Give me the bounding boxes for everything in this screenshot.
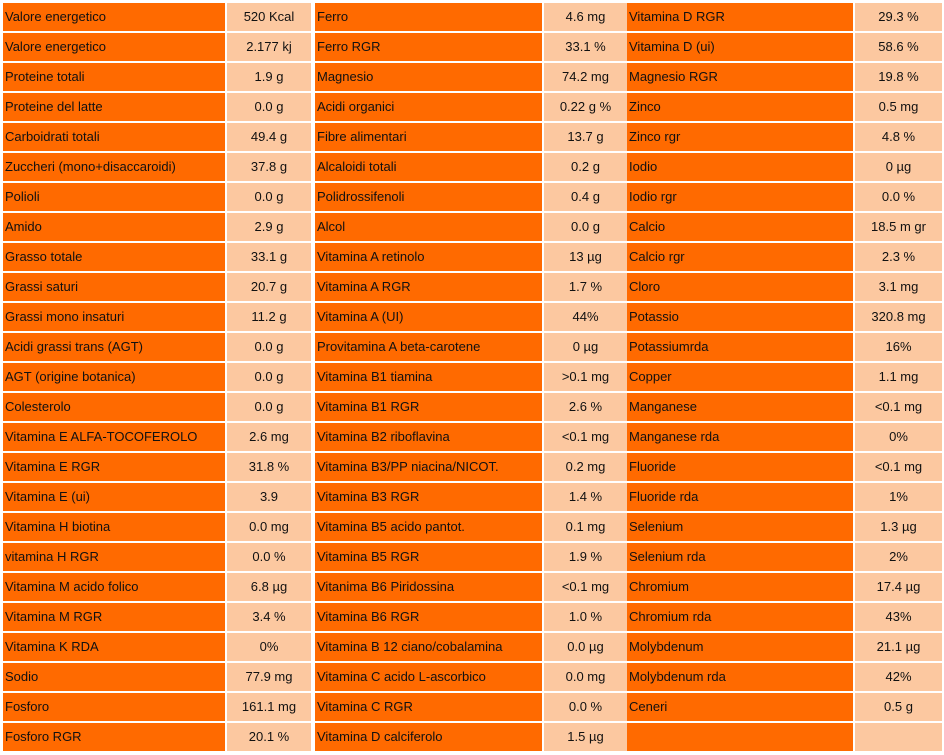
nutrient-value: 42% [855, 663, 942, 691]
table-row [627, 483, 942, 511]
nutrient-value: 1% [855, 483, 942, 511]
table-row [3, 363, 311, 391]
nutrient-value: 31.8 % [227, 453, 311, 481]
nutrient-label: Cloro [627, 273, 853, 301]
nutrient-value: 44% [544, 303, 627, 331]
nutrient-value: 13.7 g [544, 123, 627, 151]
nutrient-label: Zinco [627, 93, 853, 121]
nutrient-value: 0.5 g [855, 693, 942, 721]
table-row [315, 333, 627, 361]
table-row [627, 333, 942, 361]
table-row [627, 363, 942, 391]
nutrient-value: 0.0 mg [544, 663, 627, 691]
table-row [627, 453, 942, 481]
table-row [627, 573, 942, 601]
nutrient-label: Colesterolo [3, 393, 225, 421]
nutrient-value: 0% [227, 633, 311, 661]
nutrient-value: 0.0 g [227, 183, 311, 211]
nutrient-value: 0.5 mg [855, 93, 942, 121]
nutrient-value: 1.9 % [544, 543, 627, 571]
table-row [627, 213, 942, 241]
nutrient-value: 0.2 g [544, 153, 627, 181]
nutrient-value: 11.2 g [227, 303, 311, 331]
nutrition-column-3 [627, 3, 942, 753]
nutrient-label: Vitamina B3/PP niacina/NICOT. [315, 453, 542, 481]
table-row [627, 123, 942, 151]
table-row [627, 393, 942, 421]
nutrient-label: Vitamina E ALFA-TOCOFEROLO [3, 423, 225, 451]
table-row [315, 513, 627, 541]
table-row [3, 273, 311, 301]
table-row [627, 3, 942, 31]
nutrient-label: Fibre alimentari [315, 123, 542, 151]
table-row [627, 63, 942, 91]
nutrient-label: Ceneri [627, 693, 853, 721]
nutrient-label: vitamina H RGR [3, 543, 225, 571]
table-row [315, 303, 627, 331]
table-row [3, 513, 311, 541]
nutrient-label: Ferro [315, 3, 542, 31]
nutrient-label: Manganese rda [627, 423, 853, 451]
table-row [315, 573, 627, 601]
table-row [315, 243, 627, 271]
nutrient-label: Vitamina E (ui) [3, 483, 225, 511]
table-row [3, 393, 311, 421]
nutrient-value: 2% [855, 543, 942, 571]
table-row [315, 603, 627, 631]
nutrient-label: Fluoride rda [627, 483, 853, 511]
table-row [3, 183, 311, 211]
table-row [627, 303, 942, 331]
nutrient-value: 0.0 µg [544, 633, 627, 661]
nutrient-value: 0.0 g [227, 393, 311, 421]
table-row [627, 423, 942, 451]
nutrient-label: Vitamina D (ui) [627, 33, 853, 61]
nutrient-value: 4.8 % [855, 123, 942, 151]
table-row [315, 393, 627, 421]
nutrient-label: Vitamina H biotina [3, 513, 225, 541]
nutrient-label: Vitamina A RGR [315, 273, 542, 301]
table-row [627, 33, 942, 61]
table-row [315, 123, 627, 151]
nutrient-label: Molybdenum [627, 633, 853, 661]
nutrient-value: 3.9 [227, 483, 311, 511]
nutrient-label: Acidi grassi trans (AGT) [3, 333, 225, 361]
nutrient-label: Chromium [627, 573, 853, 601]
nutrient-label: Acidi organici [315, 93, 542, 121]
table-row [3, 423, 311, 451]
nutrient-label: Vitamina C RGR [315, 693, 542, 721]
nutrient-value: 2.6 % [544, 393, 627, 421]
nutrient-value: 20.7 g [227, 273, 311, 301]
table-row [3, 243, 311, 271]
table-row [315, 63, 627, 91]
nutrient-label: Vitamina A (UI) [315, 303, 542, 331]
nutrient-value: 4.6 mg [544, 3, 627, 31]
nutrient-value [855, 723, 942, 751]
nutrient-value: 520 Kcal [227, 3, 311, 31]
nutrient-label: Vitamina B6 RGR [315, 603, 542, 631]
nutrient-value: 2.6 mg [227, 423, 311, 451]
table-row [3, 213, 311, 241]
table-row [627, 543, 942, 571]
nutrient-value: 13 µg [544, 243, 627, 271]
nutrient-value: 0.0 % [544, 693, 627, 721]
nutrient-value: 1.7 % [544, 273, 627, 301]
table-row [3, 693, 311, 721]
nutrient-value: 18.5 m gr [855, 213, 942, 241]
table-row [315, 33, 627, 61]
nutrient-label: Valore energetico [3, 3, 225, 31]
table-row [627, 93, 942, 121]
nutrient-value: >0.1 mg [544, 363, 627, 391]
nutrient-label: Vitamina B5 RGR [315, 543, 542, 571]
table-row [3, 333, 311, 361]
nutrient-label: Grassi mono insaturi [3, 303, 225, 331]
table-row [627, 723, 942, 751]
table-row [3, 33, 311, 61]
table-row [627, 243, 942, 271]
nutrient-value: 37.8 g [227, 153, 311, 181]
nutrient-label: Copper [627, 363, 853, 391]
table-row [3, 63, 311, 91]
nutrient-label: Vitamina E RGR [3, 453, 225, 481]
table-row [3, 123, 311, 151]
nutrient-value: 20.1 % [227, 723, 311, 751]
nutrient-label: Magnesio RGR [627, 63, 853, 91]
table-row [627, 513, 942, 541]
table-row [3, 573, 311, 601]
table-row [315, 723, 627, 751]
table-row [3, 603, 311, 631]
table-row [315, 213, 627, 241]
nutrient-value: 29.3 % [855, 3, 942, 31]
nutrient-value: 0.0 g [227, 93, 311, 121]
nutrient-label: Vitamina B1 RGR [315, 393, 542, 421]
table-row [3, 153, 311, 181]
nutrient-value: 1.5 µg [544, 723, 627, 751]
nutrient-label: Zinco rgr [627, 123, 853, 151]
nutrient-value: 0.22 g % [544, 93, 627, 121]
table-row [315, 273, 627, 301]
nutrient-value: 43% [855, 603, 942, 631]
nutrient-value: 0.0 % [855, 183, 942, 211]
nutrient-value: <0.1 mg [855, 393, 942, 421]
table-row [3, 3, 311, 31]
nutrient-value: 49.4 g [227, 123, 311, 151]
table-row [3, 723, 311, 751]
nutrient-label: Vitamina A retinolo [315, 243, 542, 271]
nutrient-value: 17.4 µg [855, 573, 942, 601]
nutrient-value: <0.1 mg [855, 453, 942, 481]
nutrient-value: 0% [855, 423, 942, 451]
nutrition-column-2 [315, 3, 627, 753]
nutrient-value: 74.2 mg [544, 63, 627, 91]
table-row [315, 93, 627, 121]
nutrient-label: Fosforo [3, 693, 225, 721]
nutrient-label: AGT (origine botanica) [3, 363, 225, 391]
nutrient-value: 58.6 % [855, 33, 942, 61]
nutrient-label: Fluoride [627, 453, 853, 481]
nutrient-label: Calcio rgr [627, 243, 853, 271]
nutrient-label: Potassio [627, 303, 853, 331]
nutrient-label: Vitamina B3 RGR [315, 483, 542, 511]
nutrient-value: 16% [855, 333, 942, 361]
table-row [315, 153, 627, 181]
nutrient-label: Manganese [627, 393, 853, 421]
nutrient-value: 0 µg [855, 153, 942, 181]
nutrient-value: 2.3 % [855, 243, 942, 271]
nutrient-label: Iodio [627, 153, 853, 181]
nutrient-value: 1.3 µg [855, 513, 942, 541]
nutrient-label: Sodio [3, 663, 225, 691]
table-row [315, 423, 627, 451]
nutrient-label: Carboidrati totali [3, 123, 225, 151]
table-row [627, 153, 942, 181]
table-row [627, 663, 942, 691]
nutrient-value: <0.1 mg [544, 573, 627, 601]
nutrient-value: 0 µg [544, 333, 627, 361]
nutrient-value: 0.0 mg [227, 513, 311, 541]
table-row [627, 693, 942, 721]
nutrient-value: 77.9 mg [227, 663, 311, 691]
nutrient-value: 2.177 kj [227, 33, 311, 61]
nutrient-label: Grasso totale [3, 243, 225, 271]
table-row [315, 3, 627, 31]
nutrient-value: 1.4 % [544, 483, 627, 511]
table-row [315, 453, 627, 481]
nutrient-value: 6.8 µg [227, 573, 311, 601]
nutrient-label: Provitamina A beta-carotene [315, 333, 542, 361]
table-row [315, 633, 627, 661]
table-row [3, 633, 311, 661]
nutrient-value: 3.4 % [227, 603, 311, 631]
nutrient-label: Vitanima B6 Piridossina [315, 573, 542, 601]
nutrient-value: 21.1 µg [855, 633, 942, 661]
nutrient-value: 0.0 % [227, 543, 311, 571]
nutrient-label: Vitamina C acido L-ascorbico [315, 663, 542, 691]
nutrient-value: 3.1 mg [855, 273, 942, 301]
table-row [315, 663, 627, 691]
table-row [315, 363, 627, 391]
nutrient-value: 0.0 g [544, 213, 627, 241]
nutrient-label: Alcol [315, 213, 542, 241]
table-row [3, 303, 311, 331]
nutrient-value: 0.1 mg [544, 513, 627, 541]
nutrient-label: Molybdenum rda [627, 663, 853, 691]
table-row [315, 543, 627, 571]
nutrient-label: Calcio [627, 213, 853, 241]
nutrient-value: 0.0 g [227, 363, 311, 391]
nutrient-value: 1.0 % [544, 603, 627, 631]
nutrient-value: 320.8 mg [855, 303, 942, 331]
nutrient-label: Selenium [627, 513, 853, 541]
nutrient-label: Vitamina B1 tiamina [315, 363, 542, 391]
nutrient-label: Zuccheri (mono+disaccaroidi) [3, 153, 225, 181]
nutrient-label: Vitamina K RDA [3, 633, 225, 661]
table-row [3, 663, 311, 691]
nutrient-label: Potassiumrda [627, 333, 853, 361]
table-row [315, 183, 627, 211]
table-row [315, 693, 627, 721]
nutrient-value: 0.0 g [227, 333, 311, 361]
table-row [3, 453, 311, 481]
nutrient-label: Ferro RGR [315, 33, 542, 61]
table-row [3, 483, 311, 511]
nutrient-label: Vitamina D calciferolo [315, 723, 542, 751]
nutrient-label: Polidrossifenoli [315, 183, 542, 211]
table-row [627, 273, 942, 301]
nutrient-label: Vitamina B2 riboflavina [315, 423, 542, 451]
nutrient-label: Vitamina M RGR [3, 603, 225, 631]
nutrient-value: <0.1 mg [544, 423, 627, 451]
nutrient-label: Magnesio [315, 63, 542, 91]
nutrient-value: 2.9 g [227, 213, 311, 241]
nutrient-label: Proteine del latte [3, 93, 225, 121]
nutrient-value: 33.1 % [544, 33, 627, 61]
nutrient-label: Amido [3, 213, 225, 241]
table-row [627, 603, 942, 631]
nutrient-label: Valore energetico [3, 33, 225, 61]
nutrient-value: 0.2 mg [544, 453, 627, 481]
nutrient-label: Selenium rda [627, 543, 853, 571]
table-row [627, 183, 942, 211]
nutrient-value: 0.4 g [544, 183, 627, 211]
nutrient-value: 1.9 g [227, 63, 311, 91]
nutrient-value: 33.1 g [227, 243, 311, 271]
nutrient-label: Vitamina D RGR [627, 3, 853, 31]
nutrient-label: Proteine totali [3, 63, 225, 91]
table-row [3, 93, 311, 121]
nutrient-label: Chromium rda [627, 603, 853, 631]
nutrient-label: Fosforo RGR [3, 723, 225, 751]
nutrient-label: Vitamina B 12 ciano/cobalamina [315, 633, 542, 661]
table-row [315, 483, 627, 511]
nutrient-value: 19.8 % [855, 63, 942, 91]
nutrient-label: Grassi saturi [3, 273, 225, 301]
nutrient-label: Vitamina M acido folico [3, 573, 225, 601]
nutrient-label: Alcaloidi totali [315, 153, 542, 181]
nutrient-label: Iodio rgr [627, 183, 853, 211]
nutrient-label: Vitamina B5 acido pantot. [315, 513, 542, 541]
nutrient-value: 161.1 mg [227, 693, 311, 721]
table-row [3, 543, 311, 571]
nutrient-label: Polioli [3, 183, 225, 211]
nutrition-column-1 [3, 3, 311, 753]
nutrient-label [627, 723, 853, 751]
table-row [627, 633, 942, 661]
nutrient-value: 1.1 mg [855, 363, 942, 391]
